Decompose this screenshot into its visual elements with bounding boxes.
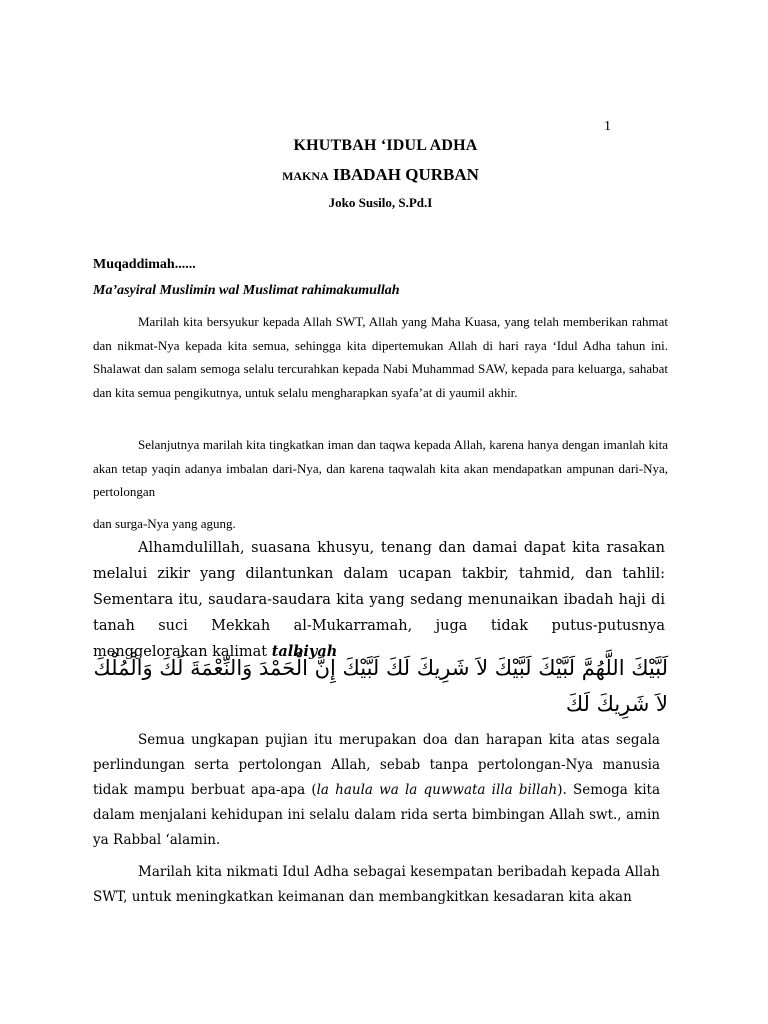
document-subtitle — [0, 165, 761, 185]
document-title: KHUTBAH ‘IDUL ADHA — [293, 137, 478, 154]
paragraph-text-main: Alhamdulillah, suasana khusyu, tenang dan damai dapat kita rasakan melalui zikir yang dilantunkan dalam ucapan takbir, tahmid, dan tahlil: Sementara itu, saudara-saudara kita yang sedang menunaikan ibadah haji di tanah suci Mekkah al-Mukarramah, juga tidak putus-putusnya menggelorakan kalimat — [93, 540, 665, 660]
subtitle-main: IBADAH QURBAN — [332, 165, 479, 184]
paragraph-text-before: Semua ungkapan pujian itu merupakan doa dan harapan kita atas segala perlindungan serta pertolongan Allah, sebab tanpa pertolongan-Nya manusia tidak mampu berbuat apa-apa ( — [93, 732, 660, 798]
paragraph-text-after: ). Semoga kita dalam menjalani kehidupan ini selalu dalam rida serta bimbingan Allah swt., amin ya Rabbal ‘alamin. — [93, 782, 660, 848]
paragraph-text: Marilah kita nikmati Idul Adha sebagai kesempatan beribadah kepada Allah SWT, untuk meningkatkan keimanan dan membangkitkan kesadaran kita akan — [93, 864, 660, 905]
section-heading: Muqaddimah...... — [93, 257, 196, 272]
page-number: 1 — [604, 119, 611, 134]
italic-phrase: la haula wa la quwwata illa billah — [316, 782, 558, 798]
author-name: Joko Susilo, S.Pd.I — [328, 195, 433, 210]
paragraph-text: dan surga-Nya yang agung. — [93, 516, 236, 531]
arabic-talbiyah: لَبَّيْكَ اللَّهُمَّ لَبَّيْكَ لَبَّيْكَ لاَ شَرِيكَ لَكَ لَبَّيْكَ إِنَّ الْحَمْدَ وَالنِّعْمَةَ لَكَ وَالْمُلْكَ لاَ شَرِيكَ لَكَ — [93, 656, 668, 716]
paragraph-alhamdulillah — [93, 535, 665, 665]
paragraph-faith-continued — [93, 512, 668, 536]
paragraph-text: Selanjutnya marilah kita tingkatkan iman dan taqwa kepada Allah, karena hanya dengan imanlah kita akan tetap yaqin adanya imbalan dari-Nya, dan karena taqwalah kita akan mendapatkan ampunan dari-Nya, pertolongan — [93, 437, 668, 499]
greeting-line: Ma’asyiral Muslimin wal Muslimat rahimakumullah — [93, 283, 400, 298]
paragraph-pujian — [93, 728, 660, 853]
talbiyah-emphasis: talbiyah — [271, 643, 338, 660]
subtitle-prefix: MAKNA — [282, 169, 329, 183]
paragraph-gratitude — [93, 310, 668, 404]
paragraph-text: Marilah kita bersyukur kepada Allah SWT, Allah yang Maha Kuasa, yang telah memberikan rahmat dan nikmat-Nya kepada kita semua, sehingga kita dipertemukan Allah di hari raya ‘Idul Adha tahun ini. Shalawat dan salam semoga selalu tercurahkan kepada Nabi Muhammad SAW, kepada para keluarga, sahabat dan kita semua pengikutnya, untuk selalu mengharapkan syafa’at di yaumil akhir. — [93, 314, 668, 400]
paragraph-text — [93, 728, 660, 853]
paragraph-text — [93, 535, 665, 665]
paragraph-idul-adha — [93, 860, 660, 910]
paragraph-faith — [93, 433, 668, 504]
